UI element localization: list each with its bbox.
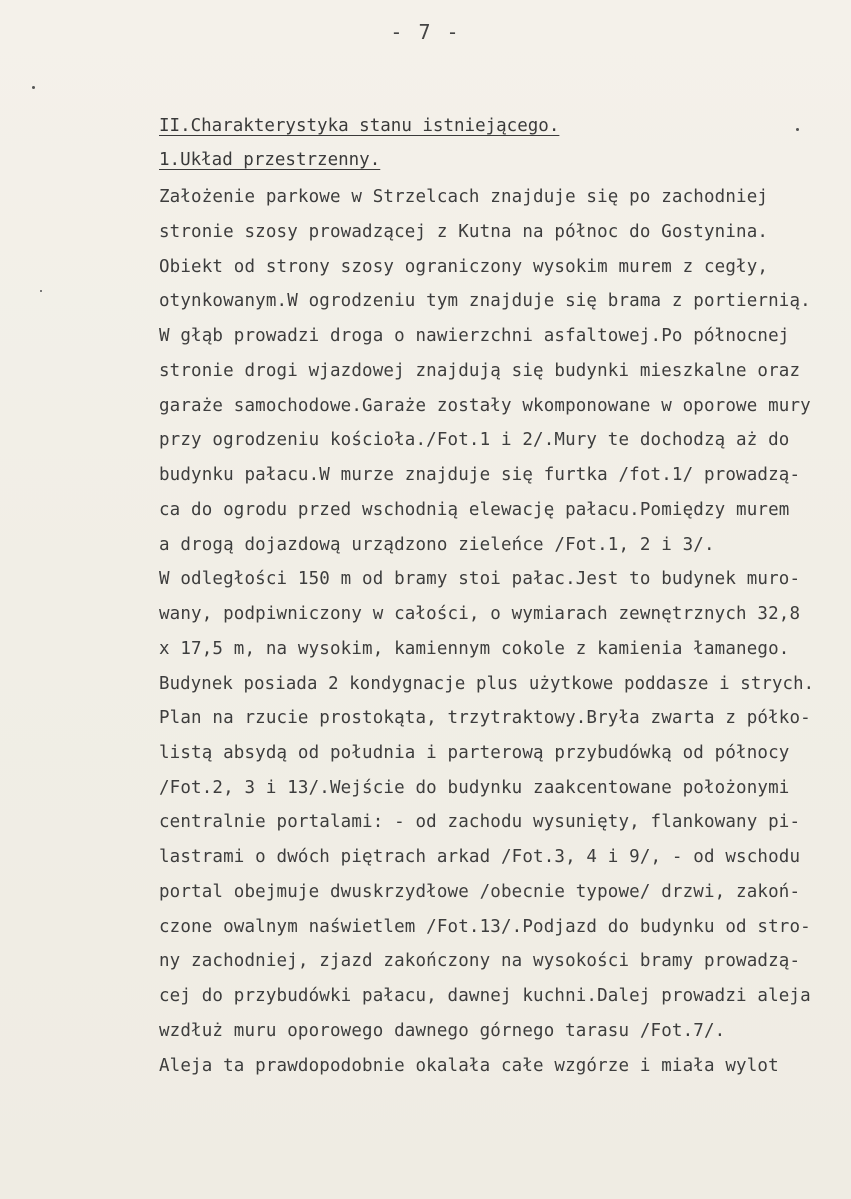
text-line: cej do przybudówki pałacu, dawnej kuchni.Dalej prowadzi aleja: [159, 986, 811, 1006]
text-line: budynku pałacu.W murze znajduje się furtka /fot.1/ prowadzą-: [159, 465, 801, 485]
text-line: portal obejmuje dwuskrzydłowe /obecnie typowe/ drzwi, zakoń-: [159, 882, 801, 902]
text-line: W głąb prowadzi droga o nawierzchni asfaltowej.Po północnej: [159, 326, 790, 346]
text-line: Aleja ta prawdopodobnie okalała całe wzgórze i miała wylot: [159, 1056, 779, 1076]
text-line: przy ogrodzeniu kościoła./Fot.1 i 2/.Mury te dochodzą aż do: [159, 430, 790, 450]
text-line: W odległości 150 m od bramy stoi pałac.Jest to budynek muro-: [159, 569, 801, 589]
text-line: Obiekt od strony szosy ograniczony wysokim murem z cegły,: [159, 257, 769, 277]
text-line: wany, podpiwniczony w całości, o wymiarach zewnętrznych 32,8: [159, 604, 801, 624]
text-line: a drogą dojazdową urządzono zieleńce /Fot.1, 2 i 3/.: [159, 535, 715, 555]
text-line: /Fot.2, 3 i 13/.Wejście do budynku zaakcentowane położonymi: [159, 778, 790, 798]
text-line: stronie szosy prowadzącej z Kutna na północ do Gostynina.: [159, 222, 769, 242]
text-line: lastrami o dwóch piętrach arkad /Fot.3, 4 i 9/, - od wschodu: [159, 847, 801, 867]
text-line: listą absydą od południa i parterową przybudówką od północy: [159, 743, 790, 763]
page-number: - 7 -: [390, 20, 461, 44]
text-line: Budynek posiada 2 kondygnacje plus użytkowe poddasze i strych.: [159, 674, 815, 694]
text-line: ca do ogrodu przed wschodnią elewację pałacu.Pomiędzy murem: [159, 500, 790, 520]
text-line: czone owalnym naświetlem /Fot.13/.Podjazd do budynku od stro-: [159, 917, 811, 937]
paper-speck: [40, 290, 42, 292]
paper-speck: [796, 128, 799, 131]
text-line: Założenie parkowe w Strzelcach znajduje się po zachodniej: [159, 187, 769, 207]
text-line: wzdłuż muru oporowego dawnego górnego tarasu /Fot.7/.: [159, 1021, 726, 1041]
subsection-heading: 1.Układ przestrzenny.: [159, 150, 381, 170]
text-line: centralnie portalami: - od zachodu wysunięty, flankowany pi-: [159, 812, 801, 832]
text-line: Plan na rzucie prostokąta, trzytraktowy.Bryła zwarta z półko-: [159, 708, 811, 728]
section-heading: II.Charakterystyka stanu istniejącego.: [159, 116, 560, 136]
text-line: x 17,5 m, na wysokim, kamiennym cokole z kamienia łamanego.: [159, 639, 790, 659]
text-line: garaże samochodowe.Garaże zostały wkomponowane w oporowe mury: [159, 396, 811, 416]
text-line: stronie drogi wjazdowej znajdują się budynki mieszkalne oraz: [159, 361, 801, 381]
text-line: ny zachodniej, zjazd zakończony na wysokości bramy prowadzą-: [159, 951, 801, 971]
paper-speck: [32, 86, 35, 89]
text-line: otynkowanym.W ogrodzeniu tym znajduje się brama z portiernią.: [159, 291, 811, 311]
